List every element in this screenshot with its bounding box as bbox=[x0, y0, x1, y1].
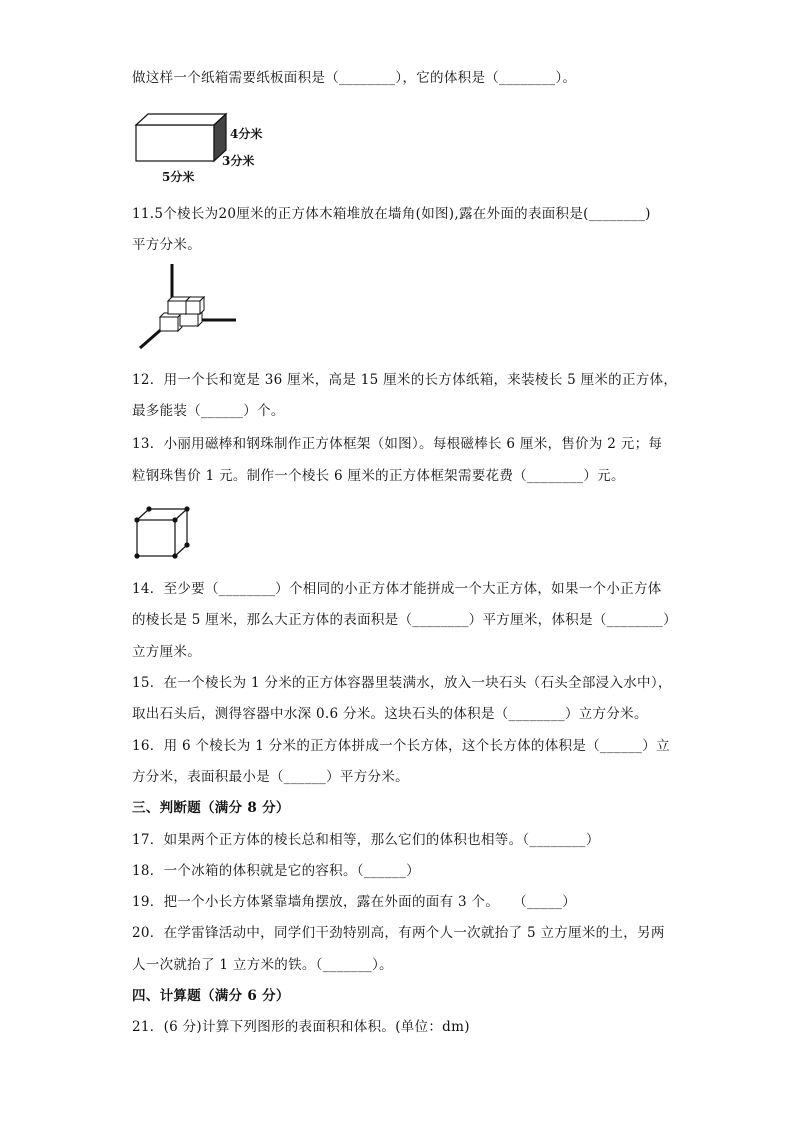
question-16-line-1: 16．用 6 个棱长为 1 分米的正方体拼成一个长方体，这个长方体的体积是（______）立 bbox=[132, 738, 670, 754]
height-label: 4分米 bbox=[230, 127, 263, 141]
question-15-line-2: 取出石头后，测得容器中水深 0.6 分米。这块石头的体积是（________）立方分米。 bbox=[132, 706, 648, 722]
cuboid-figure bbox=[134, 112, 284, 187]
question-14-line-3: 立方厘米。 bbox=[132, 644, 201, 660]
question-12-line-2: 最多能装（______）个。 bbox=[132, 403, 285, 419]
cube-frame-figure bbox=[134, 507, 194, 559]
question-12-line-1: 12．用一个长和宽是 36 厘米，高是 15 厘米的长方体纸箱，来装棱长 5 厘米的正方体， bbox=[132, 372, 678, 388]
question-17: 17．如果两个正方体的棱长总和相等，那么它们的体积也相等。（________） bbox=[132, 832, 600, 848]
question-20-line-2: 人一次就抬了 1 立方米的铁。（_______）。 bbox=[132, 957, 393, 973]
length-label: 5分米 bbox=[162, 170, 195, 184]
question-13-line-2: 粒钢珠售价 1 元。制作一个棱长 6 厘米的正方体框架需要花费（________）元。 bbox=[132, 468, 625, 484]
question-14-line-1: 14．至少要（________）个相同的小正方体才能拼成一个大正方体，如果一个小正方体 bbox=[132, 581, 662, 597]
width-label: 3分米 bbox=[222, 154, 255, 168]
question-16-line-2: 方分米，表面积最小是（______）平方分米。 bbox=[132, 769, 409, 785]
question-19: 19．把一个小长方体紧靠墙角摆放，露在外面的面有 3 个。 （_____） bbox=[132, 894, 576, 910]
question-18: 18．一个冰箱的体积就是它的容积。（______） bbox=[132, 863, 420, 879]
question-11-line-2: 平方分米。 bbox=[132, 237, 201, 253]
section-3-heading: 三、判断题（满分 8 分） bbox=[132, 800, 290, 816]
question-15-line-1: 15．在一个棱长为 1 分米的正方体容器里装满水，放入一块石头（石头全部浸入水中）， bbox=[132, 675, 672, 691]
question-20-line-1: 20．在学雷锋活动中，同学们干劲特别高，有两个人一次就抬了 5 立方厘米的土，另两 bbox=[132, 925, 665, 941]
question-10-continuation: 做这样一个纸箱需要纸板面积是（________），它的体积是（________）。 bbox=[132, 70, 577, 86]
corner-cubes-figure bbox=[138, 264, 238, 350]
question-11-line-1: 11.5个棱长为20厘米的正方体木箱堆放在墙角(如图),露在外面的表面积是(________) bbox=[132, 206, 651, 222]
section-4-heading: 四、计算题（满分 6 分） bbox=[132, 988, 290, 1004]
question-13-line-1: 13．小丽用磁棒和钢珠制作正方体框架（如图）。每根磁棒长 6 厘米，售价为 2 元；每 bbox=[132, 436, 663, 452]
question-21: 21．(6 分)计算下列图形的表面积和体积。(单位：dm) bbox=[132, 1019, 470, 1035]
question-14-line-2: 的棱长是 5 厘米，那么大正方体的表面积是（________）平方厘米，体积是（________） bbox=[132, 612, 677, 628]
